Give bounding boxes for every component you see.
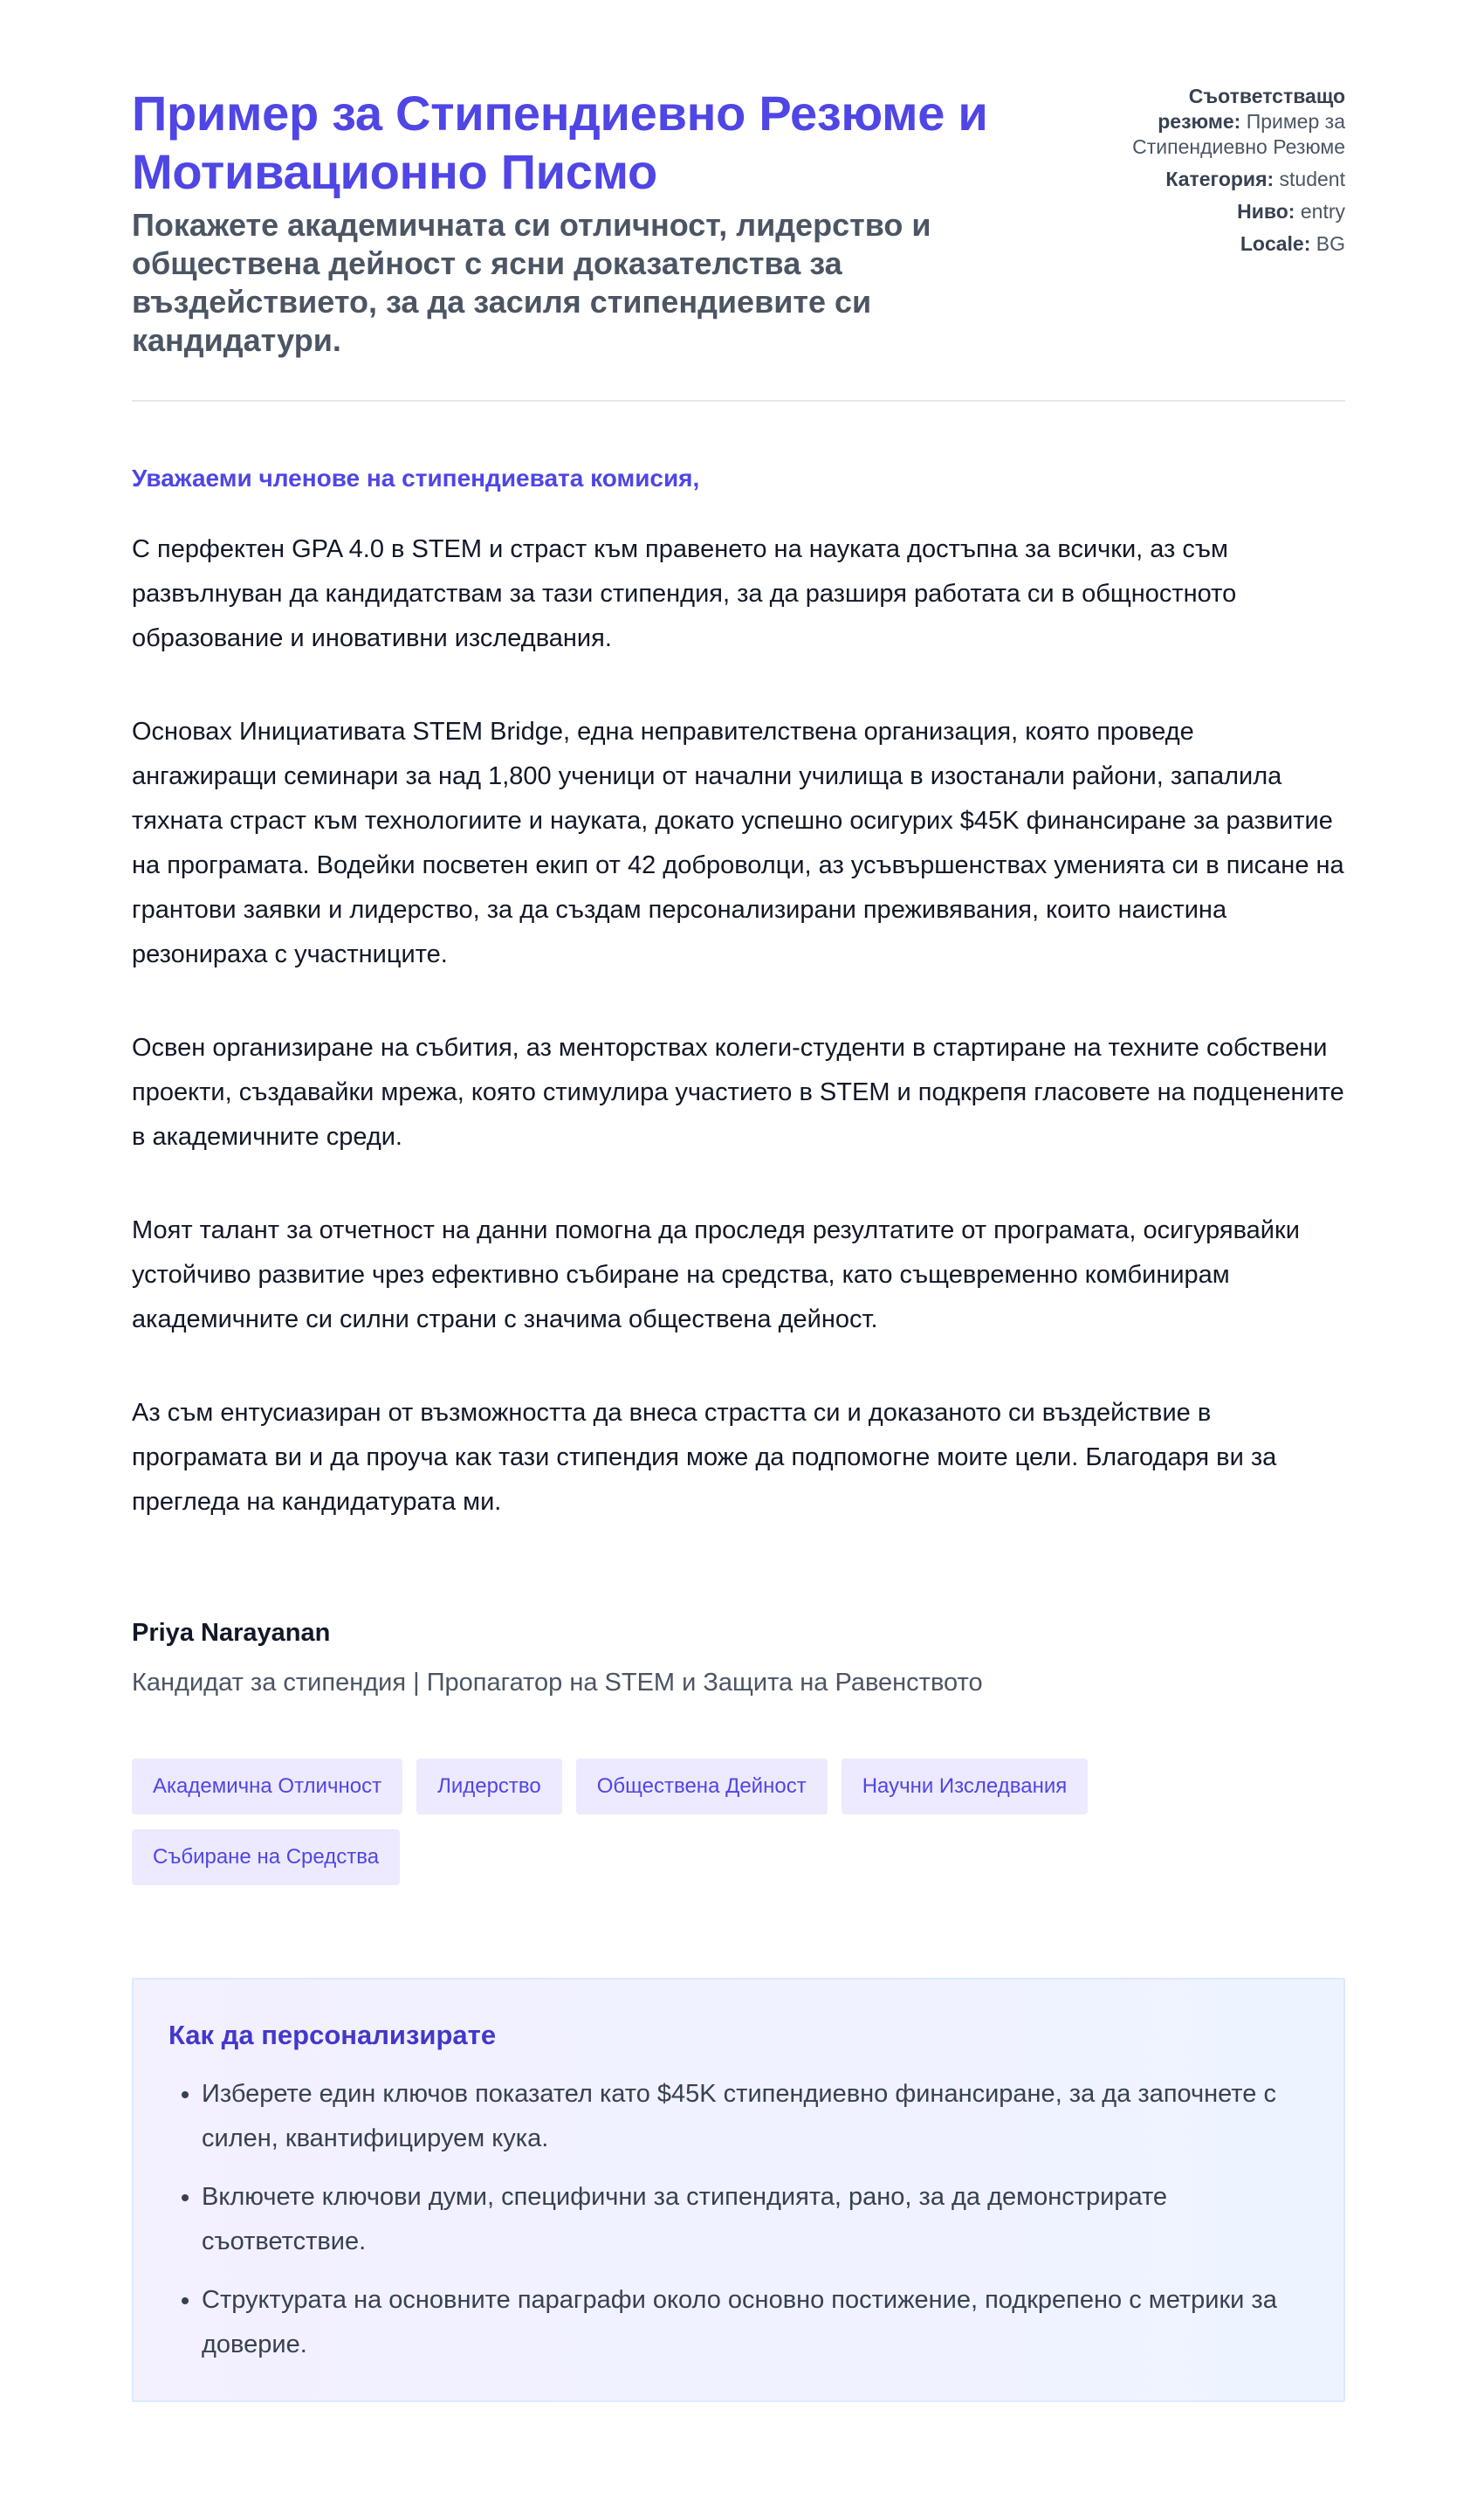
document-page xyxy=(132,84,1345,2402)
document-header xyxy=(132,84,1345,402)
skill-tag: Събиране на Средства xyxy=(132,1829,400,1885)
header-title-block xyxy=(132,84,1022,360)
skill-tag: Обществена Дейност xyxy=(576,1759,828,1814)
meta-category xyxy=(1118,167,1345,192)
page-title: Пример за Стипендиевно Резюме и Мотивационно Писмо xyxy=(132,86,988,199)
skill-tag: Лидерство xyxy=(416,1759,562,1814)
skill-tag: Академична Отличност xyxy=(132,1759,402,1814)
tips-title: Как да персонализирате xyxy=(168,2020,497,2050)
letter-paragraph: Основах Инициативата STEM Bridge, една неправителствена организация, която проведе ангажиращи семинари за над 1,800 ученици от начални училища в изостанали райони, запалила тяхната страст към технологиите и науката, докато успешно осигурих $45K финансиране за развитие на програмата. Водейки посветен екип от 42 доброволци, аз усъвършенствах уменията си в писане на грантови заявки и лидерство, за да създам персонализирани преживявания, които наистина резонираха с участниците. xyxy=(132,718,1344,968)
meta-key: Ниво: xyxy=(1237,200,1295,223)
meta-value: Пример за Стипендиевно Резюме xyxy=(1132,110,1345,158)
meta-matching-resume xyxy=(1118,84,1345,160)
meta-value: entry xyxy=(1300,200,1345,223)
letter-greeting: Уважаеми членове на стипендиевата комисия, xyxy=(132,465,700,492)
tip-item: • Включете ключови думи, специфични за стипендията, рано, за да демонстрирате съответствие. xyxy=(202,2175,1309,2264)
meta-value: BG xyxy=(1316,232,1345,255)
meta-key: Категория: xyxy=(1165,168,1274,190)
skill-tags xyxy=(132,1759,1179,1885)
meta-value: student xyxy=(1279,168,1345,190)
tips-list xyxy=(168,2072,1309,2367)
customization-tips-box xyxy=(132,1978,1345,2402)
letter-paragraph: С перфектен GPA 4.0 в STEM и страст към правенето на науката достъпна за всички, аз съм развълнуван да кандидатствам за тази стипендия, за да разширя работата си в общностното образование и иновативни изследвания. xyxy=(132,535,1237,652)
letter-paragraph: Аз съм ентусиазиран от възможността да внеса страстта си и доказаното си въздействие в програмата ви и да проуча как тази стипендия може да подпомогне моите цели. Благодаря ви за прегледа на кандидатурата ми. xyxy=(132,1399,1277,1516)
meta-panel xyxy=(1118,84,1345,264)
meta-level xyxy=(1118,199,1345,224)
meta-key: Съответстващо резюме: xyxy=(1158,85,1345,133)
letter-paragraph: Моят талант за отчетност на данни помогна да проследя резултатите от програмата, осигурявайки устойчиво развитие чрез ефективно събиране на средства, като същевременно комбинирам академичните си силни страни с значима обществена дейност. xyxy=(132,1216,1300,1333)
tip-item: • Структурата на основните параграфи около основно постижение, подкрепено с метрики за доверие. xyxy=(202,2278,1309,2367)
meta-locale xyxy=(1118,231,1345,257)
meta-key: Locale: xyxy=(1240,232,1311,255)
page-subtitle: Покажете академичната си отличност, лидерство и обществена дейност с ясни доказателства за въздействието, за да засиля стипендиевите си кандидатури. xyxy=(132,207,931,358)
letter-paragraph: Освен организиране на събития, аз менторствах колеги-студенти в стартиране на техните собствени проекти, създавайки мрежа, която стимулира участието в STEM и подкрепя гласовете на подценените в академичните среди. xyxy=(132,1034,1344,1151)
signature-name: Priya Narayanan xyxy=(132,1619,331,1647)
skill-tag: Научни Изследвания xyxy=(842,1759,1089,1814)
tip-item: • Изберете един ключов показател като $45K стипендиевно финансиране, за да започнете с силен, квантифицируем кука. xyxy=(202,2072,1309,2161)
signature-role: Кандидат за стипендия | Пропагатор на STEM и Защита на Равенството xyxy=(132,1669,983,1697)
